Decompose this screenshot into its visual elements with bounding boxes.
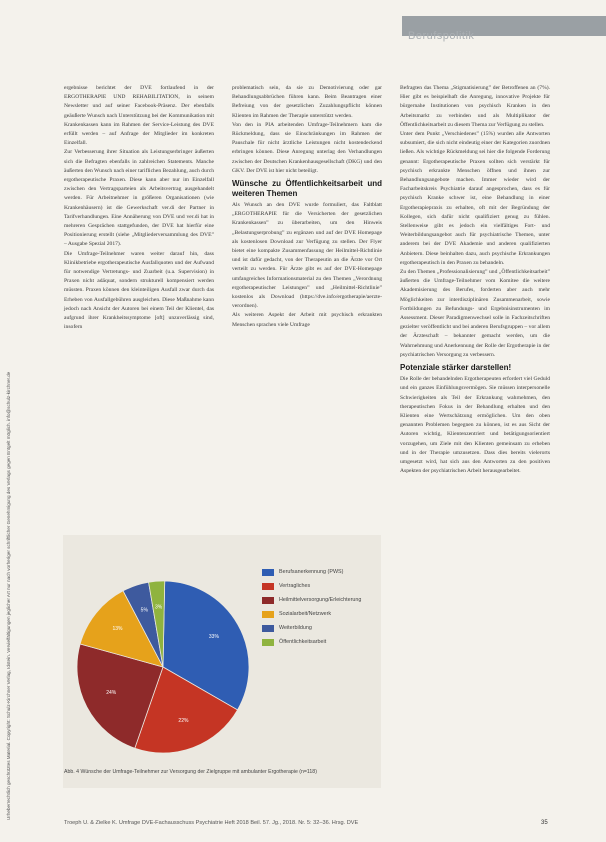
legend-label: Öffentlichkeitsarbeit bbox=[279, 639, 327, 645]
paragraph: Als weiteren Aspekt der Arbeit mit psychisch erkrankten Menschen sprachen viele Umfrage bbox=[232, 312, 382, 328]
legend-swatch bbox=[262, 583, 274, 590]
pie-slice-label: 24% bbox=[106, 690, 117, 697]
legend-item bbox=[262, 607, 361, 621]
pie-slice-label: 5% bbox=[140, 607, 148, 614]
legend-item bbox=[262, 635, 361, 649]
section-heading: Potenziale stärker darstellen! bbox=[400, 363, 512, 373]
paragraph: Die Rolle der behandelnden Ergotherapeuten erfordert viel Geduld und ein ganzes Einfühlungsvermögen. Sie müssen interpersonelle Schwierigkeiten als Teil der Erkrankung wahrnehmen, den therapeutischen Fokus in der Behandlung erhalten und den Klienten eine Wertschätzung ermöglichen. Um den oben genannten Problemen begegnen zu können, ist es aus Sicht der Autoren wichtig, Klientenzentriert und betätigungsorientiert vorzugehen, um Ziele mit den Klienten gemeinsam zu erheben und in der Therapie umzusetzen. Dass dies bereits vielerorts umgesetzt wird, hat sich aus den Antworten zu den positiven Aspekten der psychiatrischen Arbeit herausgearbeitet. bbox=[400, 376, 550, 475]
copyright-side-note: Urheberrechtlich geschütztes Material. Copyright: Schulz-Kirchner Verlag, Idstein. Vervielfältigungen jeglicher Art nur nach vorheriger schriftlicher Genehmigung des Verlags gegen Entgelt möglich. info@schulz-kirchner.de bbox=[6, 371, 11, 820]
legend-label: Weiterbildung bbox=[279, 625, 312, 631]
paragraph: ergebnisse berichtet der DVE fortlaufend in der ERGOTHERAPIE UND REHABILITATION, in seinem Newsletter und auf seiner Facebook-Präsenz. Der ebenfalls geäußerte Wunsch nach Unterstützung bei der Kommunikation mit Krankenkassen kann im Rahmen der Service-Leistung des DVE erfüllt werden – auf Anfrage der Mitglieder im konkreten Einzelfall. bbox=[64, 85, 214, 147]
legend-swatch bbox=[262, 569, 274, 576]
chart-legend bbox=[262, 565, 361, 649]
legend-label: Sozialarbeit/Netzwerk bbox=[279, 611, 332, 617]
legend-label: Vertragliches bbox=[279, 583, 311, 589]
paragraph: problematisch sein, da sie zu Demotivierung oder gar Behandlungsabbrüchen führen kann. Beim Beantragen einer Befreiung von der gesetzlichen Zuzahlungspflicht können Klienten im Rahmen der Therapie unterstützt werden. bbox=[232, 85, 382, 119]
paragraph: Die Umfrage-Teilnehmer waren weiter darauf hin, dass Klinikbetriebe ergotherapeutische Ausfallquoten und der Aufwand für notwendige Vertretungs- und Zuarbeit (u.a. Supervision) in Praxen nicht adäquat, sondern strukturell kompensiert werden müssten. Praxen können den kleinteiligen Ausfall zwar durch das Erheben von Ausfallgebühren ausgleichen. Diese Maßnahme kann jedoch nach Ansicht der Autoren bei einem Teil der Klientel, das aufgrund ihrer Krankheitssymptome [oft] unzuverlässig sind, insofern bbox=[64, 250, 214, 331]
paragraph: Als Wunsch an den DVE wurde formuliert, das Faltblatt „ERGOTHERAPIE für die Versicherten der gesetzlichen Krankenkassen” zu überarbeiten, um den Hinweis „Belastungserprobung” zu ergänzen und auf der DVE Homepage als kostenlosen Download zur Verfügung zu stellen. Der Flyer bietet eine kompakte Zusammenfassung der Heilmittel-Richtlinie und ist dafür gedacht, von der Therapeutin an die Ärzte vor Ort verteilt zu werden. Für Ärzte gibt es auf der DVE-Homepage umfangreiches Informationsmaterial zu den Themen „Verordnung ergotherapeutischer Leistungen” und „Heilmittel-Richtlinie” kostenlos als Download (https://dve.info/ergotherapie/aerzte-verordnen). bbox=[232, 202, 382, 310]
text-column-2 bbox=[232, 84, 382, 330]
text-column-1 bbox=[64, 84, 214, 332]
legend-swatch bbox=[262, 625, 274, 632]
legend-item bbox=[262, 565, 361, 579]
legend-swatch bbox=[262, 611, 274, 618]
pie-chart bbox=[63, 535, 263, 755]
legend-label: Heilmittelversorgung/Erleichterung bbox=[279, 597, 362, 603]
paragraph: Befragten das Thema „Stigmatisierung” der Betroffenen an (7%). Hier gibt es beispielhaft die Anregung, innovative Projekte für bürgernahe Institutionen von psychisch Kranken in den Arbeitsmarkt zu verbinden und als Multiplikator der Öffentlichkeitsarbeit zu diesem Thema zur Verfügung zu stellen. bbox=[400, 85, 550, 128]
pie-slice-label: 22% bbox=[178, 717, 189, 724]
legend-swatch bbox=[262, 597, 274, 604]
legend-item bbox=[262, 579, 361, 593]
paragraph: Unter dem Punkt „Verschiedenes” (15%) wurden alle Antworten subsumiert, die sich nicht eindeutig einer der Kategorien zuordnen ließen. Als wichtige Rückmeldung sei hier die folgende Forderung genannt: Ergotherapeutische Praxen sollten sich verstärkt für psychisch erkrankte Menschen öffnen und ihnen zur Behandlungsangebote machen. Immer wieder wird der Facharbeitskreis Psychiatrie darauf angesprochen, dass es für psychisch Kranke schwer ist, eine Behandlung in einer Ergotherapiepraxis zu erhalten, oft mit der Begründung der Kollegen, sich dafür nicht qualifiziert genug zu fühlen. Stellenweise gibt es jedoch ein vielfältiges Fort- und Weiterbildungsangebot auch für psychiatrische Themen, unter anderem bei der DVE Akademie und anderen qualifizierten Anbietern. Diese beinhalten dazu, auch psychische Erkrankungen ergotherapeutisch in den Praxen zu behandeln. bbox=[400, 131, 550, 266]
paragraph: Zur Verbesserung ihrer Situation als Leistungserbringer äußerten sich die Befragten ebenfalls in zahlreichen Statements. Manche äußerten den Wunsch nach einer tariflichen Bezahlung, auch durch ergotherapeutische Praxen. Diese kann aber nur im Einzelfall zwischen den Vertragsparteien als Arbeitsvertrag ausgehandelt werden. Für Arbeitnehmer in größeren Organisationen (wie Krankenhäusern) ist die Gewerkschaft ver.di der Partner in Tarifverhandlungen. Eine Annäherung von DVE und ver.di hat in mehreren Gesprächen stattgefunden, der DVE hat hierfür eine Positionierung erstellt (siehe „Mitgliederversammlung des DVE” – Ausgabe Spezial 2017). bbox=[64, 149, 214, 248]
paragraph: Zu den Themen „Professionalisierung” und „Öffentlichkeitsarbeit” äußerten die Umfrage-Teilnehmer vom Komitee die weitere Akademisierung des Berufes, forderten aber auch mehr Möglichkeiten zur interdisziplinären Zusammenarbeit, sowie Fortbildungen zu Befundungs- und Ergebnisinstrumenten im Assessment. Dieser Paradigmenwechsel solle in Fachzeitschriften gezielter veröffentlicht und bei anderen Berufsgruppen – vor allem der Ärzteschaft – bekannter gemacht werden, um die Wahrnehmung und Anerkennung der Rolle der Ergotherapie in der psychiatrischen Versorgung zu verbessern. bbox=[400, 269, 550, 358]
legend-swatch bbox=[262, 639, 274, 646]
paragraph: Von den in PIA arbeitenden Umfrage-Teilnehmern kam die Rückmeldung, dass sie Einschränkungen im Rahmen der Pauschale für nicht ärztliche Leistungen nicht kostendeckend erbringen können. Diese Anregung unterlag den Verhandlungen zwischen der Deutschen Krankenhausgesellschaft (DKG) und den GKV. Der DVE ist hier nicht beteiligt. bbox=[232, 121, 382, 174]
section-label: Berufspolitik bbox=[408, 30, 475, 42]
page-footer: Troeph U. & Zielke K. Umfrage DVE-Fachausschuss Psychiatrie Heft 2018 Beil. 57. Jg., 2018. Nr. 5: 32–36. Hrsg. DVE bbox=[64, 820, 359, 826]
legend-item bbox=[262, 593, 361, 607]
pie-slice-label: 33% bbox=[208, 634, 219, 641]
pie-slice-label: 13% bbox=[112, 626, 123, 633]
section-heading: Wünsche zu Öffentlichkeitsarbeit und weiteren Themen bbox=[232, 179, 382, 199]
text-column-3 bbox=[400, 84, 550, 476]
figure-caption-text: Abb. 4 Wünsche der Umfrage-Teilnehmer zur Versorgung der Zielgruppe mit ambulanter Ergotherapie (n=118) bbox=[64, 769, 317, 775]
figure-caption bbox=[64, 768, 364, 776]
legend-label: Berufsanerkennung (PWS) bbox=[279, 569, 344, 575]
page-number: 35 bbox=[541, 820, 548, 826]
legend-item bbox=[262, 621, 361, 635]
pie-slice-label: 3% bbox=[155, 604, 163, 611]
